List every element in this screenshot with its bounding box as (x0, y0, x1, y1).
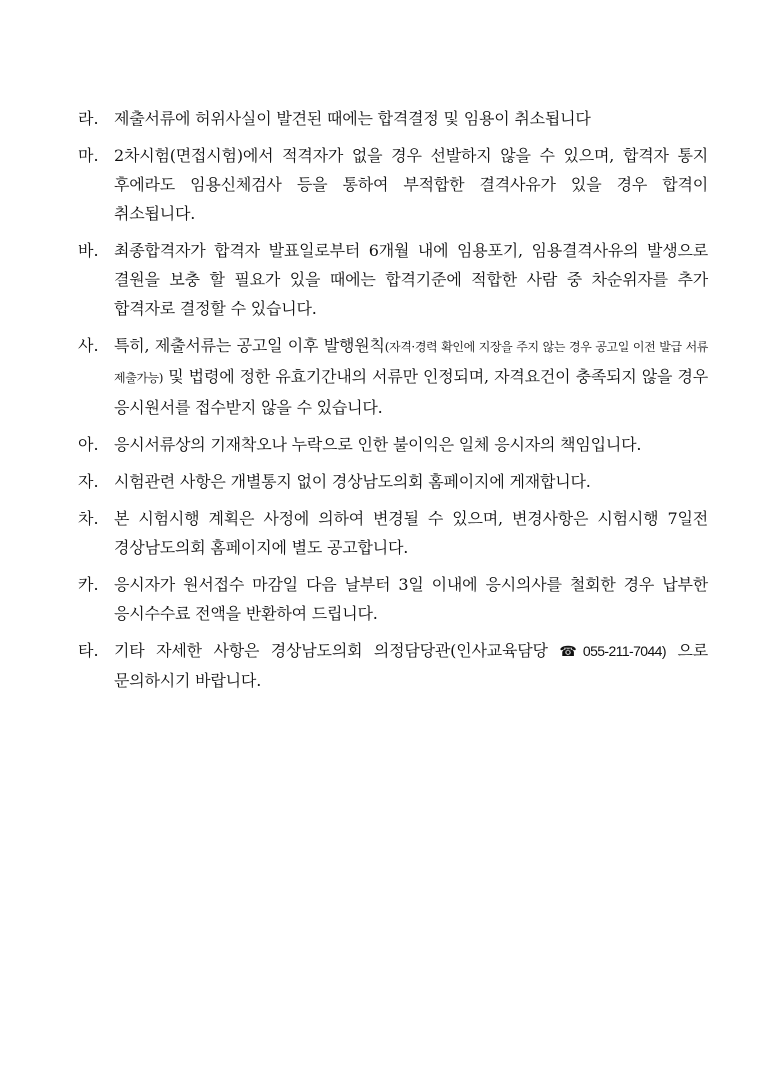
list-item (78, 236, 708, 323)
item-marker: 카. (78, 575, 99, 594)
item-text: 최종합격자가 합격자 발표일로부터 6개월 내에 임용포기, 임용결격사유의 발생으로 결원을 보충 할 필요가 있을 때에는 합격기준에 적합한 사람 중 차순위자를 추가 합격자로 결정할 수 있습니다. (114, 241, 708, 318)
item-text: 제출서류에 허위사실이 발견된 때에는 합격결정 및 임용이 취소됩니다 (114, 109, 591, 128)
item-marker: 라. (78, 109, 99, 128)
item-text-note: (자격·경력 확인에 지장을 주지 않는 경우 공고일 이전 발급 서류 제출가능) (114, 340, 709, 385)
item-marker: 마. (78, 146, 99, 165)
list-item (78, 467, 708, 496)
list-item (78, 570, 708, 628)
list-item (78, 636, 708, 695)
item-marker: 바. (78, 241, 99, 260)
item-marker: 타. (78, 641, 99, 660)
list-item (78, 104, 708, 133)
item-text-main: 특히, 제출서류는 공고일 이후 발행원칙 (114, 336, 385, 355)
list-item (78, 141, 708, 228)
item-marker: 자. (78, 472, 99, 491)
item-text-rest: 으로 문의하시기 바랍니다. (114, 641, 708, 690)
item-text (114, 636, 708, 695)
item-text-rest: 및 법령에 정한 유효기간내의 서류만 인정되며, 자격요건이 충족되지 않을 경우 응시원서를 접수받지 않을 수 있습니다. (114, 367, 708, 417)
item-text: 시험관련 사항은 개별통지 없이 경상남도의회 홈페이지에 게재합니다. (114, 472, 591, 491)
item-text: 본 시험시행 계획은 사정에 의하여 변경될 수 있으며, 변경사항은 시험시행 7일전 경상남도의회 홈페이지에 별도 공고합니다. (114, 509, 708, 557)
item-marker: 아. (78, 435, 99, 454)
list-item (78, 430, 708, 459)
notice-list (78, 104, 708, 703)
item-text: 2차시험(면접시험)에서 적격자가 없을 경우 선발하지 않을 수 있으며, 합격자 통지 후에라도 임용신체검사 등을 통하여 부적합한 결격사유가 있을 경우 합격이 취소됩니다. (114, 146, 708, 223)
list-item (78, 331, 708, 422)
item-text: 응시서류상의 기재착오나 누락으로 인한 불이익은 일체 응시자의 책임입니다. (114, 435, 642, 454)
item-text (114, 331, 708, 422)
item-text: 응시자가 원서접수 마감일 다음 날부터 3일 이내에 응시의사를 철회한 경우 납부한 응시수수료 전액을 반환하여 드립니다. (114, 575, 708, 623)
list-item (78, 504, 708, 562)
item-marker: 차. (78, 509, 99, 528)
item-text-main: 기타 자세한 사항은 경상남도의회 의정담당관(인사교육담당 (114, 641, 560, 660)
phone-number: ☎055-211-7044) (559, 643, 666, 659)
item-marker: 사. (78, 336, 99, 355)
